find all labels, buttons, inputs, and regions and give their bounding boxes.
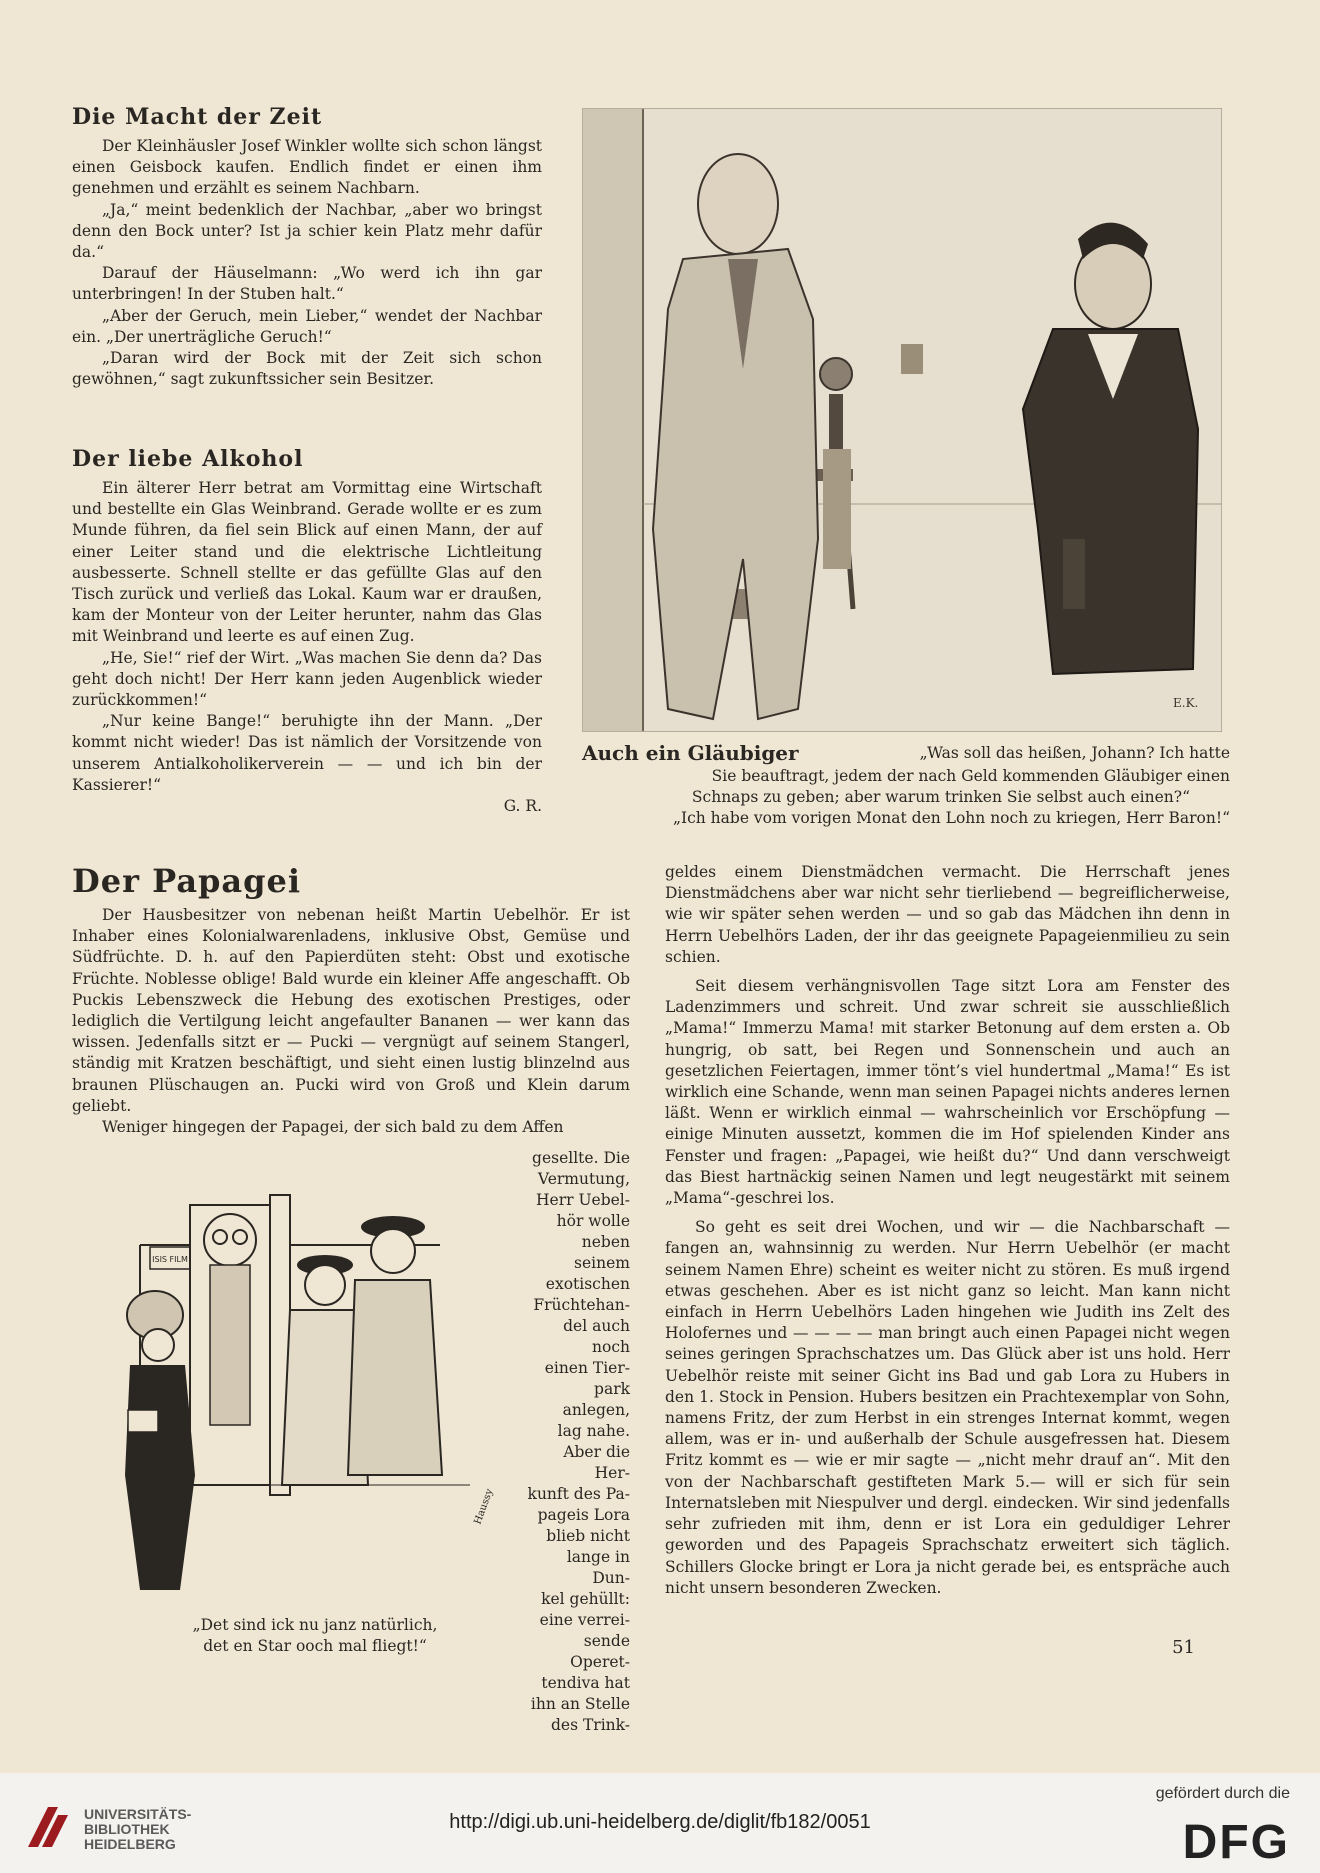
caption-line: „Det sind ick nu janz natürlich, bbox=[192, 1616, 438, 1634]
paragraph: Der Hausbesitzer von nebenan heißt Martin Uebelhör. Er ist Inhaber eines Kolonialwarenladens, inklusive Obst, Gemüse und Südfrüchte. D. h. auf den Papierdüten steht: Obst und exotische Früchte. Noblesse oblige! Bald wurde ein kleiner Affe angeschafft. Ob Puckis Lebenszweck die Hebung des exotischen Prestiges, oder lediglich die Vertilgung leicht angefaulter Bananen — wer kann das wissen. Jedenfalls sitzt er — Pucki — vergnügt auf seinem Stangerl, ständig mit Kratzen beschäftigt, und sieht einen lustig blinzelnd aus braunen Plüschaugen an. Pucki wird von Groß und Klein darum geliebt. bbox=[72, 906, 630, 1115]
article-title-macht-der-zeit: Die Macht der Zeit bbox=[72, 104, 323, 130]
paragraph: Ein älterer Herr betrat am Vormittag eine Wirtschaft und bestellte ein Glas Weinbrand. Gerade wollte er es zum Munde führen, da fiel sein Blick auf einen Mann, der auf einer Leiter stand und die elektrische Lichtleitung ausbesserte. Schnell stellte er das gefüllte Glas auf den Tisch zurück und verließ das Lokal. Kaum war er draußen, kam der Monteur von der Leiter herunter, nahm das Glas mit Weinbrand und leerte es auf einen Zug. bbox=[72, 479, 542, 646]
paragraph: „Daran wird der Bock mit der Zeit sich schon gewöhnen,“ sagt zukunftssicher sein Besitzer. bbox=[72, 349, 542, 389]
paragraph: So geht es seit drei Wochen, und wir — die Nachbarschaft — fangen an, wahnsinnig zu werden. Nur Herrn Uebelhör (er macht seinem Namen Ehre) scheint es weiter nicht zu stören. Es muß irgend etwas geschehen. Aber es ist nicht ganz so leicht. Man kann nicht einfach in Herrn Uebelhörs Laden hingehen wie Judith ins Zelt des Holofernes und — — — — man bringt auch einen Papagei nicht wegen seines geringen Sprachschatzes um. Das Glück aber ist uns hold. Herr Uebelhör reiste mit seiner Gicht ins Bad und gab Lora zu Hubers in den 1. Stock in Pension. Hubers besitzen ein Prachtexemplar von Sohn, namens Fritz, der zum Herbst in ein strenges Internat kommt, wegen allem, was er in- und außerhalb der Schule ausgefressen hat. Diesem Fritz kommt es — wie er mir sagte — „nicht mehr drauf an“. Mit den von der Nachbarschaft gestifteten Mark 5.— will er sich für sein Internatsleben mit Niespulver und dergl. eindecken. Wir sind jedenfalls sehr zufrieden mit ihm, denn er ist Lora ein geduldiger Lehrer geworden und des Papageis Sprachschatz erweitert sich täglich. Schillers Glocke bringt er Lora ja nicht gerade bei, es entspräche auch nicht unsern besonderen Zwecken. bbox=[665, 1218, 1230, 1597]
caption-line: Schnaps zu geben; aber warum trinken Sie selbst auch einen?“ bbox=[691, 788, 1190, 806]
article-wrap-column bbox=[525, 1148, 630, 1736]
wrap-line: tendiva hat bbox=[541, 1674, 630, 1692]
illustration-papagei-drawing bbox=[110, 1185, 520, 1605]
paragraph: Darauf der Häuselmann: „Wo werd ich ihn gar unterbringen! In der Stuben halt.“ bbox=[72, 264, 542, 304]
wrap-line: eine verrei- bbox=[539, 1611, 630, 1629]
paragraph: „Nur keine Bange!“ beruhigte ihn der Mann. „Der kommt nicht wieder! Das ist nämlich der Vorsitzende von unserem Antialkoholikerverein — — und ich bin der Kassierer!“ bbox=[72, 712, 542, 794]
wrap-line: Herr Uebel- bbox=[536, 1191, 630, 1209]
wrap-line: neben seinem bbox=[574, 1233, 630, 1272]
wrap-line: des Trink- bbox=[550, 1716, 630, 1734]
article-body-papagei-col2 bbox=[665, 862, 1230, 1599]
wrap-line: sende Operet- bbox=[570, 1632, 630, 1671]
article-title-liebe-alkohol: Der liebe Alkohol bbox=[72, 446, 304, 472]
article-body-liebe-alkohol bbox=[72, 478, 542, 817]
wrap-line: pageis Lora bbox=[537, 1506, 630, 1524]
source-url[interactable]: http://digi.ub.uni-heidelberg.de/diglit/fb182/0051 bbox=[449, 1811, 871, 1833]
caption-title: Auch ein Gläubiger bbox=[582, 741, 799, 765]
wrap-line: kunft des Pa- bbox=[527, 1485, 630, 1503]
article-body-papagei-col1 bbox=[72, 905, 630, 1138]
wrap-line: park anlegen, bbox=[562, 1380, 630, 1419]
wrap-line: ihn an Stelle bbox=[530, 1695, 630, 1713]
wrap-line: gesellte. Die bbox=[532, 1149, 630, 1167]
sign-text: ISIS FILM bbox=[152, 1255, 188, 1264]
article-body-macht-der-zeit bbox=[72, 136, 542, 390]
paragraph: Der Kleinhäusler Josef Winkler wollte sich schon längst einen Geisbock kaufen. Endlich findet er einen ihm genehmen und erzählt es seinem Nachbarn. bbox=[72, 137, 542, 198]
wrap-line: Vermutung, bbox=[537, 1170, 630, 1188]
wrap-line: Früchtehan- bbox=[533, 1296, 630, 1314]
caption-line: det en Star ooch mal fliegt!“ bbox=[203, 1637, 427, 1655]
paragraph: Seit diesem verhängnisvollen Tage sitzt Lora am Fenster des Ladenzimmers und schreit. Und zwar schreit sie ausschließlich „Mama!“ Immerzu Mama! mit starker Betonung auf dem ersten a. Ob hungrig, ob satt, bei Regen und Sonnenschein und auch an gesetzlichen Feiertagen, immer tönt’s viel hundertmal „Mama!“ Es ist wirklich eine Schande, wenn man seinen Papagei nichts anderes lernen läßt. Wenn er wirklich einmal — wahrscheinlich vor Erschöpfung — einige Minuten aussetzt, kommen die im Hof spielenden Kinder ans Fenster und fragen: „Papagei, wie heißt du?“ Und dann verschweigt das Biest hartnäckig seinen Namen und legt neugestärkt mit seinem „Mama“-geschrei los. bbox=[665, 977, 1230, 1208]
dfg-logo: DFG bbox=[1182, 1816, 1290, 1869]
wrap-line: exotischen bbox=[545, 1275, 630, 1293]
footer bbox=[0, 1773, 1320, 1873]
paragraph: geldes einem Dienstmädchen vermacht. Die Herrschaft jenes Dienstmädchens aber war nicht sehr tierliebend — begreiflicherweise, wie wir später sehen werden — und so gab das Mädchen ihn denn in Herrn Uebelhörs Laden, der ihr das geeignete Papageienmilieu zu sein schien. bbox=[665, 863, 1230, 966]
caption-line: „Was soll das heißen, Johann? Ich hatte bbox=[919, 744, 1230, 762]
caption-line: Sie beauftragt, jedem der nach Geld kommenden Gläubiger einen bbox=[711, 767, 1230, 785]
illustration-papagei bbox=[110, 1185, 520, 1605]
paragraph: „Ja,“ meint bedenklich der Nachbar, „aber wo bringst denn den Bock unter? Ist ja schier kein Platz mehr dafür da.“ bbox=[72, 200, 542, 262]
wrap-line: kel gehüllt: bbox=[541, 1590, 630, 1608]
university-name: UNIVERSITÄTS- BIBLIOTHEK HEIDELBERG bbox=[84, 1806, 192, 1852]
caption-glaeubiger bbox=[582, 743, 1230, 829]
wrap-line: lange in Dun- bbox=[566, 1548, 630, 1587]
signature: G. R. bbox=[503, 797, 542, 816]
paragraph: Weniger hingegen der Papagei, der sich bald zu dem Affen bbox=[102, 1118, 564, 1137]
funded-by-label: gefördert durch die bbox=[1155, 1785, 1290, 1802]
wrap-line: del auch noch bbox=[563, 1317, 630, 1356]
illustration-signature: Haussy bbox=[472, 1487, 496, 1527]
illustration-glaeubiger-drawing bbox=[583, 109, 1221, 731]
wrap-line: hör wolle bbox=[556, 1212, 630, 1230]
illustration-signature: E.K. bbox=[1173, 696, 1199, 710]
wrap-line: lag nahe. bbox=[557, 1422, 630, 1440]
caption-papagei bbox=[130, 1615, 500, 1657]
wrap-line: blieb nicht bbox=[546, 1527, 630, 1545]
wrap-line: Aber die Her- bbox=[563, 1443, 630, 1482]
illustration-glaeubiger bbox=[582, 108, 1222, 732]
paragraph: „Aber der Geruch, mein Lieber,“ wendet der Nachbar ein. „Der unerträgliche Geruch!“ bbox=[72, 306, 542, 346]
article-title-papagei: Der Papagei bbox=[72, 862, 302, 900]
wrap-line: einen Tier- bbox=[544, 1359, 630, 1377]
page-number: 51 bbox=[1172, 1637, 1195, 1658]
caption-line: „Ich habe vom vorigen Monat den Lohn noch zu kriegen, Herr Baron!“ bbox=[672, 809, 1230, 827]
paragraph: „He, Sie!“ rief der Wirt. „Was machen Sie denn da? Das geht doch nicht! Der Herr kann jeden Augenblick wieder zurückkommen!“ bbox=[72, 648, 542, 710]
